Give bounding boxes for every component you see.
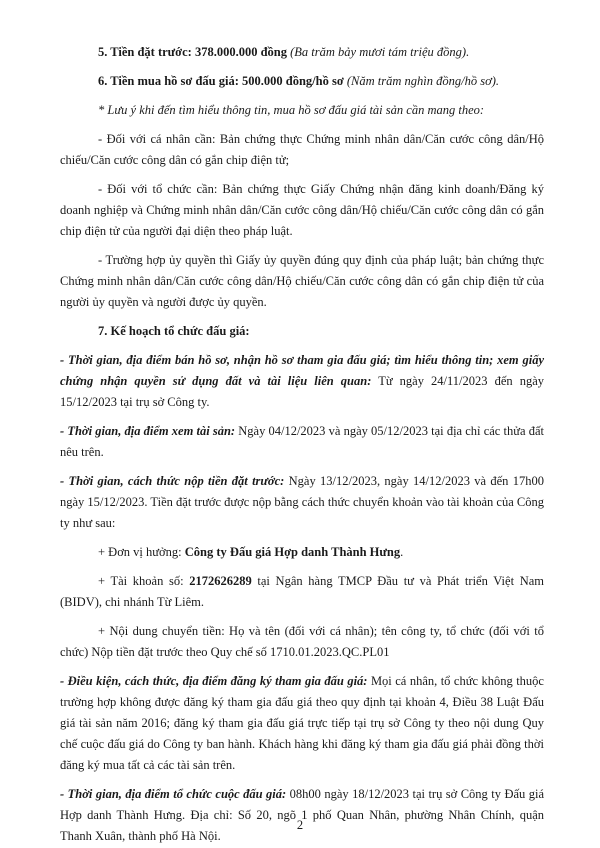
plan-dossier <box>60 350 544 413</box>
plan-deposit-label: - Thời gian, cách thức nộp tiền đặt trước: <box>60 474 285 488</box>
beneficiary-line <box>60 542 544 563</box>
account-label: + Tài khoản số: <box>98 574 190 588</box>
beneficiary-name: Công ty Đấu giá Hợp danh Thành Hưng <box>184 545 401 559</box>
plan-viewing <box>60 421 544 463</box>
requirement-organization: - Đối với tổ chức cần: Bản chứng thực Giấy Chứng nhận đăng kinh doanh/Đăng ký doanh nghiệp và Chứng minh nhân dân/Căn cước công dân/Hộ chiếu/Căn cước công dân có gắn chip điện tử của người đại diện theo pháp luật. <box>60 182 544 238</box>
section-7-heading: 7. Kế hoạch tổ chức đấu giá: <box>98 324 250 338</box>
dossier-fee <box>60 71 544 92</box>
beneficiary-label: + Đơn vị hưởng: <box>98 545 185 559</box>
plan-deposit-text: Ngày 13/12/2023, ngày 14/12/2023 và đến 17h00 ngày 15/12/2023. Tiền đặt trước được nộp bằng cách thức chuyển khoản vào tài khoản của Công ty như sau: <box>60 474 544 530</box>
dossier-fee-label: 6. Tiền mua hồ sơ đấu giá: 500.000 đồng/hồ sơ <box>98 74 344 88</box>
plan-registration-text: Mọi cá nhân, tổ chức không thuộc trường hợp không được đăng ký tham gia đấu giá theo quy định tại khoản 4, Điều 38 Luật Đấu giá tài sản năm 2016; đăng ký tham gia đấu giá trực tiếp tại trụ sở Công ty theo nội dung Quy chế cuộc đấu giá do Công ty ban hành. Khách hàng khi đăng ký tham gia đấu giá phải đồng thời đăng ký mua tất cả các tài sản trên. <box>60 674 544 772</box>
account-text: tại Ngân hàng TMCP Đầu tư và Phát triển Việt Nam (BIDV), chi nhánh Từ Liêm. <box>60 574 544 609</box>
transfer-content: + Nội dung chuyển tiền: Họ và tên (đối với cá nhân); tên công ty, tổ chức (đối với tổ chức) Nộp tiền đặt trước theo Quy chế số 1710.01.2023.QC.PL01 <box>60 624 544 659</box>
plan-auction <box>60 784 544 847</box>
plan-viewing-label: - Thời gian, địa điểm xem tài sản: <box>60 424 236 438</box>
dossier-fee-note: (Năm trăm nghìn đồng/hồ sơ). <box>343 74 500 88</box>
beneficiary-end: . <box>400 545 404 559</box>
plan-registration <box>60 671 544 776</box>
plan-viewing-text: Ngày 04/12/2023 và ngày 05/12/2023 tại địa chỉ các thửa đất nêu trên. <box>60 424 544 459</box>
page-number: 2 <box>296 818 304 832</box>
requirement-individual: - Đối với cá nhân cần: Bản chứng thực Chứng minh nhân dân/Căn cước công dân/Hộ chiếu/Căn cước công dân có gắn chip điện tử; <box>60 132 544 167</box>
account-number: 2172626289 <box>189 574 252 588</box>
notice-text: * Lưu ý khi đến tìm hiểu thông tin, mua hồ sơ đấu giá tài sản cần mang theo: <box>98 103 485 117</box>
requirement-authorized: - Trường hợp ủy quyền thì Giấy ủy quyền đúng quy định của pháp luật; bản chứng thực Chứng minh nhân dân/Căn cước công dân/Hộ chiếu/Căn cước công dân có gắn chip điện tử của người ủy quyền và người được ủy quyền. <box>60 253 544 309</box>
plan-deposit <box>60 471 544 534</box>
plan-auction-label: - Thời gian, địa điểm tổ chức cuộc đấu giá: <box>60 787 287 801</box>
account-line <box>60 571 544 613</box>
deposit-amount <box>60 42 544 63</box>
deposit-note: (Ba trăm bảy mươi tám triệu đồng). <box>286 45 470 59</box>
plan-dossier-text: Từ ngày 24/11/2023 đến ngày 15/12/2023 tại trụ sở Công ty. <box>60 374 545 409</box>
deposit-label: 5. Tiền đặt trước: 378.000.000 đồng <box>98 45 287 59</box>
plan-auction-text: 08h00 ngày 18/12/2023 tại trụ sở Công ty Đấu giá Hợp danh Thành Hưng. Địa chỉ: Số 20, ngõ 1 phố Quan Nhân, phường Nhân Chính, quận Thanh Xuân, thành phố Hà Nội. <box>60 787 544 843</box>
plan-dossier-label: - Thời gian, địa điểm bán hồ sơ, nhận hồ sơ tham gia đấu giá; tìm hiểu thông tin; xem giấy chứng nhận quyền sử dụng đất và tài liệu liên quan: <box>60 353 544 388</box>
plan-registration-label: - Điều kiện, cách thức, địa điểm đăng ký tham gia đấu giá: <box>60 674 368 688</box>
